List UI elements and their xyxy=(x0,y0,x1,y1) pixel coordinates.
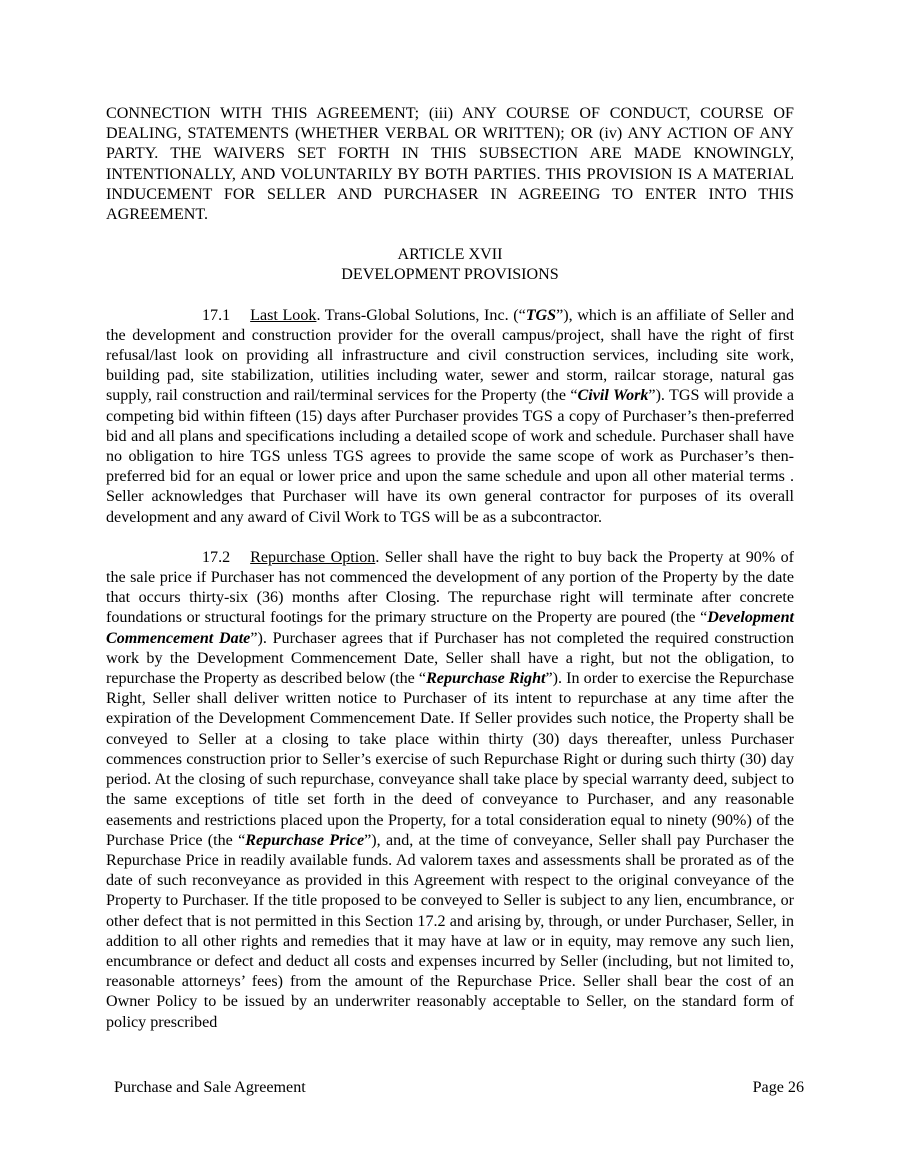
defined-term: Development Commencement Date xyxy=(106,609,794,647)
section-17-1 xyxy=(106,306,794,528)
article-title: DEVELOPMENT PROVISIONS xyxy=(341,266,559,284)
defined-term: Civil Work xyxy=(577,387,649,405)
document-page xyxy=(106,104,794,1033)
page-footer xyxy=(114,1078,804,1098)
section-text: ”). In order to exercise the Repurchase Right, Seller shall deliver written notice to Purchaser of its intent to repurchase at any time after the expiration of the Development Commencement Date. If Seller provides such notice, the Property shall be conveyed to Seller at a closing to take place within thirty (30) days thereafter, unless Purchaser commences construction prior to Seller’s exercise of such Repurchase Right or during such thirty (30) day period. At the closing of such repurchase, conveyance shall take place by special warranty deed, subject to the same exceptions of title set forth in the deed of conveyance to Purchaser, and any reasonable easements and restrictions placed upon the Property, for a total consideration equal to ninety (90%) of the Purchase Price (the “ xyxy=(106,670,794,849)
section-text: ”), which is an affiliate of Seller and the development and construction provider for the overall campus/project, shall have the right of first refusal/last look on providing all infrastructure and civil construction services, including site work, building pad, site stabilization, utilities including water, sewer and storm, railcar storage, natural gas supply, rail construction and rail/terminal services for the Property (the “ xyxy=(106,306,794,405)
defined-term: TGS xyxy=(525,306,557,324)
section-text: ”). Purchaser agrees that if Purchaser has not completed the required construction work by the Development Commencement Date, Seller shall have a right, but not the obligation, to repurchase the Property as described below (the “ xyxy=(106,629,794,688)
defined-term: Repurchase Right xyxy=(426,670,546,688)
section-text: . Seller shall have the right to buy back the Property at 90% of the sale price if Purchaser has not commenced the development of any portion of the Property by the date that occurs thirty-six (36) months after Closing. The repurchase right will terminate after concrete foundations or structural footings for the primary structure on the Property are poured (the “ xyxy=(106,548,794,627)
section-text: ”). TGS will provide a competing bid within fifteen (15) days after Purchaser provides TGS a copy of Purchaser’s then-preferred bid and all plans and specifications including a detailed scope of work and schedule. Purchaser shall have no obligation to hire TGS unless TGS agrees to provide the same scope of work as Purchaser’s then-preferred bid for an equal or lower price and upon the same schedule and upon all other material terms . Seller acknowledges that Purchaser will have its own general contractor for purposes of its overall development and any award of Civil Work to TGS will be as a subcontractor. xyxy=(106,387,795,526)
section-17-2 xyxy=(106,548,794,1033)
section-number: 17.1 xyxy=(202,306,231,324)
section-text: . Trans-Global Solutions, Inc. (“ xyxy=(316,306,526,324)
section-number: 17.2 xyxy=(202,548,231,566)
section-text: ”), and, at the time of conveyance, Seller shall pay Purchaser the Repurchase Price in readily available funds. Ad valorem taxes and assessments shall be prorated as of the date of such reconveyance as provided in this Agreement with respect to the original conveyance of the Property to Purchaser. If the title proposed to be conveyed to Seller is subject to any lien, encumbrance, or other defect that is not permitted in this Section 17.2 and arising by, through, or under Purchaser, Seller, in addition to all other rights and remedies that it may have at law or in equity, may remove any such lien, encumbrance or defect and deduct all costs and expenses incurred by Seller (including, but not limited to, reasonable attorneys’ fees) from the amount of the Repurchase Price. Seller shall bear the cost of an Owner Policy to be issued by an underwriter reasonably acceptable to Seller, on the standard form of policy prescribed xyxy=(106,831,795,1031)
article-number: ARTICLE XVII xyxy=(397,246,503,264)
article-heading xyxy=(106,245,794,285)
continuation-paragraph: CONNECTION WITH THIS AGREEMENT; (iii) ANY COURSE OF CONDUCT, COURSE OF DEALING, STATEMENTS (WHETHER VERBAL OR WRITTEN); OR (iv) ANY ACTION OF ANY PARTY. THE WAIVERS SET FORTH IN THIS SUBSECTION ARE MADE KNOWINGLY, INTENTIONALLY, AND VOLUNTARILY BY BOTH PARTIES. THIS PROVISION IS A MATERIAL INDUCEMENT FOR SELLER AND PURCHASER IN AGREEING TO ENTER INTO THIS AGREEMENT. xyxy=(106,105,794,224)
section-heading: Last Look xyxy=(250,306,317,324)
footer-page-number: Page 26 xyxy=(752,1079,804,1096)
defined-term: Repurchase Price xyxy=(245,831,365,849)
footer-document-name: Purchase and Sale Agreement xyxy=(114,1079,306,1096)
section-heading: Repurchase Option xyxy=(250,548,376,566)
